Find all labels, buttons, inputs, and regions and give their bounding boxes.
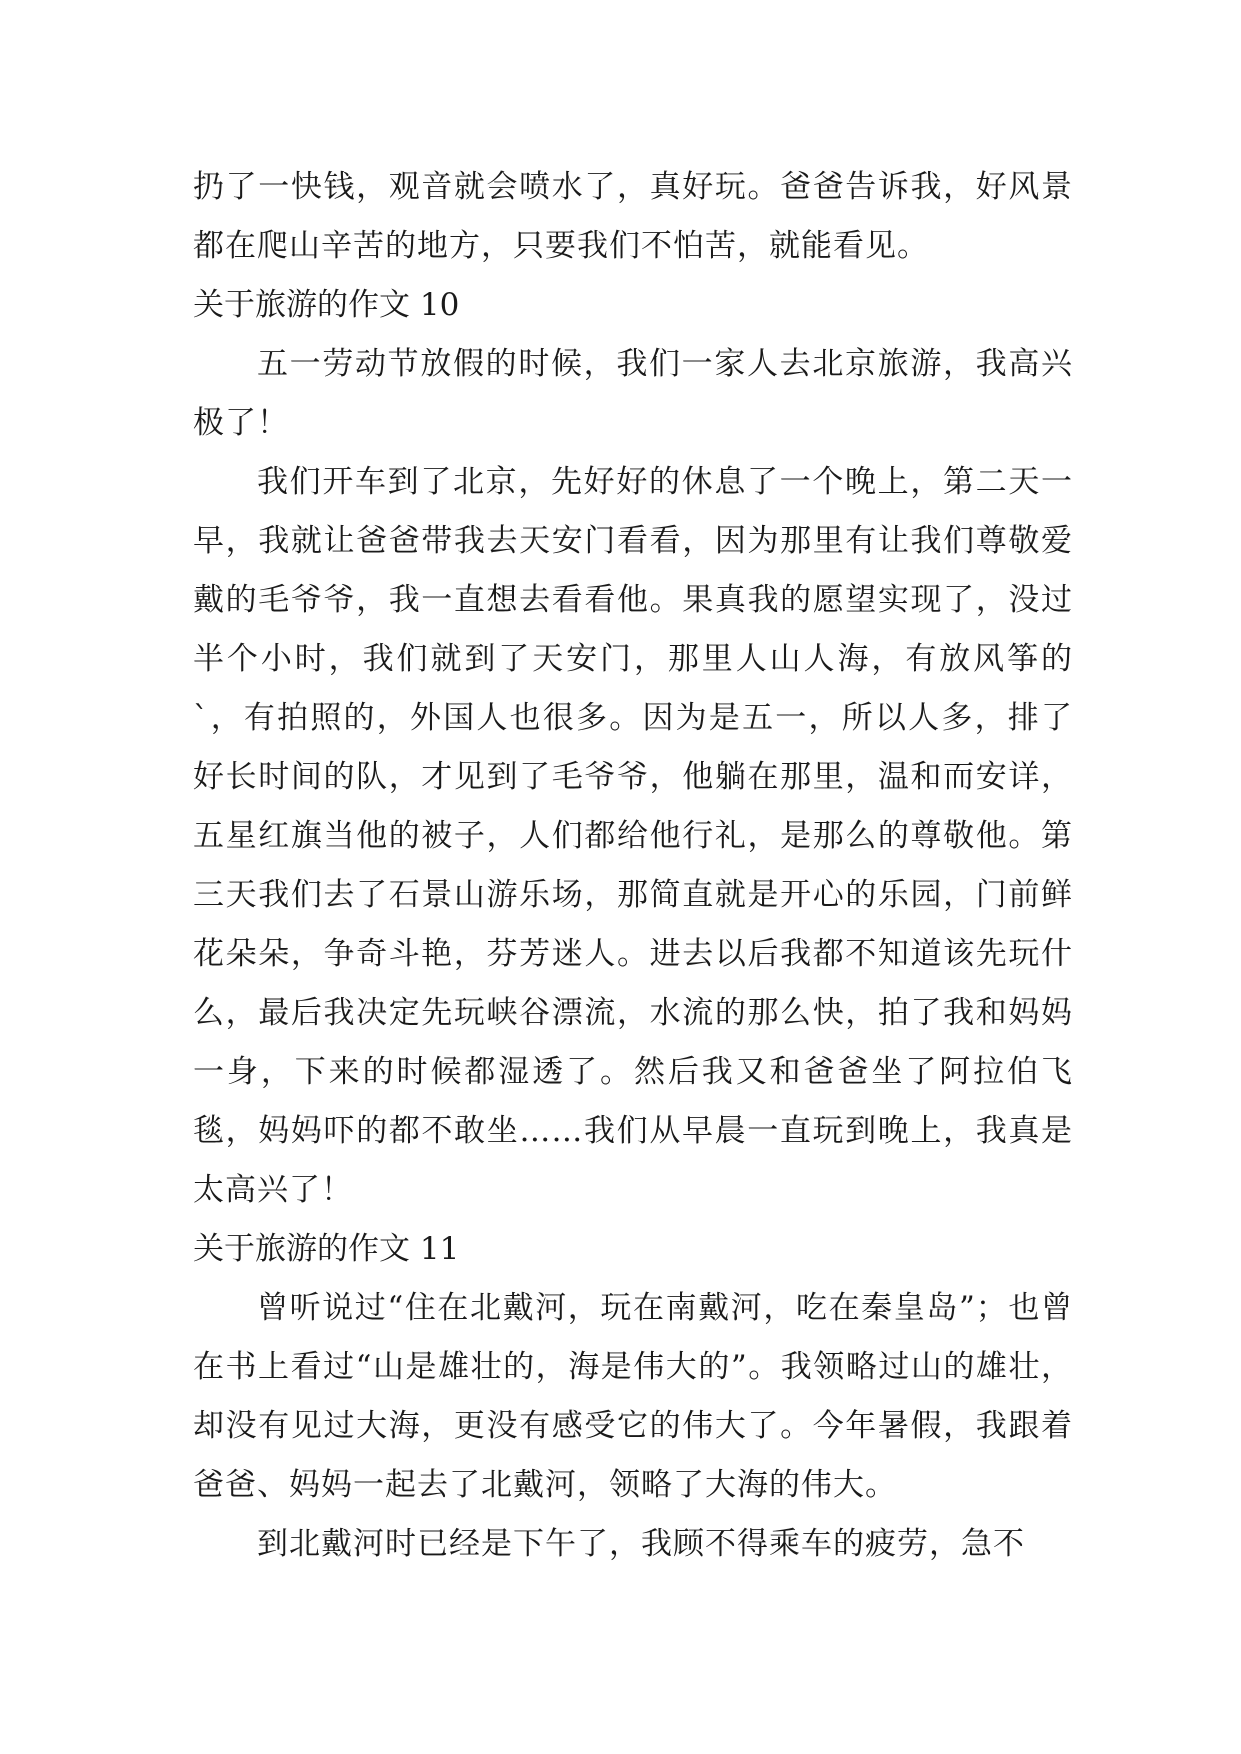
document-body	[193, 158, 1073, 1574]
paragraph-may-day-trip: 五一劳动节放假的时候，我们一家人去北京旅游，我高兴极了！	[193, 346, 1073, 441]
section-heading-10: 关于旅游的作文 10	[193, 287, 460, 323]
paragraph-continuation: 扔了一快钱，观音就会喷水了，真好玩。爸爸告诉我，好风景都在爬山辛苦的地方，只要我们不怕苦，就能看见。	[193, 169, 1073, 264]
section-heading-11: 关于旅游的作文 11	[193, 1231, 460, 1267]
paragraph-beidaihe-intro: 曾听说过“住在北戴河，玩在南戴河，吃在秦皇岛”；也曾在书上看过“山是雄壮的，海是伟大的”。我领略过山的雄壮，却没有见过大海，更没有感受它的伟大了。今年暑假，我跟着爸爸、妈妈一起去了北戴河，领略了大海的伟大。	[193, 1290, 1073, 1503]
paragraph-beijing-visit: 我们开车到了北京，先好好的休息了一个晚上，第二天一早，我就让爸爸带我去天安门看看，因为那里有让我们尊敬爱戴的毛爷爷，我一直想去看看他。果真我的愿望实现了，没过半个小时，我们就到了天安门，那里人山人海，有放风筝的`，有拍照的，外国人也很多。因为是五一，所以人多，排了好长时间的队，才见到了毛爷爷，他躺在那里，温和而安详，五星红旗当他的被子，人们都给他行礼，是那么的尊敬他。第三天我们去了石景山游乐场，那简直就是开心的乐园，门前鲜花朵朵，争奇斗艳，芬芳迷人。进去以后我都不知道该先玩什么，最后我决定先玩峡谷漂流，水流的那么快，拍了我和妈妈一身，下来的时候都湿透了。然后我又和爸爸坐了阿拉伯飞毯，妈妈吓的都不敢坐……我们从早晨一直玩到晚上，我真是太高兴了！	[193, 464, 1073, 1208]
paragraph-beidaihe-arrival: 到北戴河时已经是下午了，我顾不得乘车的疲劳，急不	[257, 1526, 1025, 1562]
